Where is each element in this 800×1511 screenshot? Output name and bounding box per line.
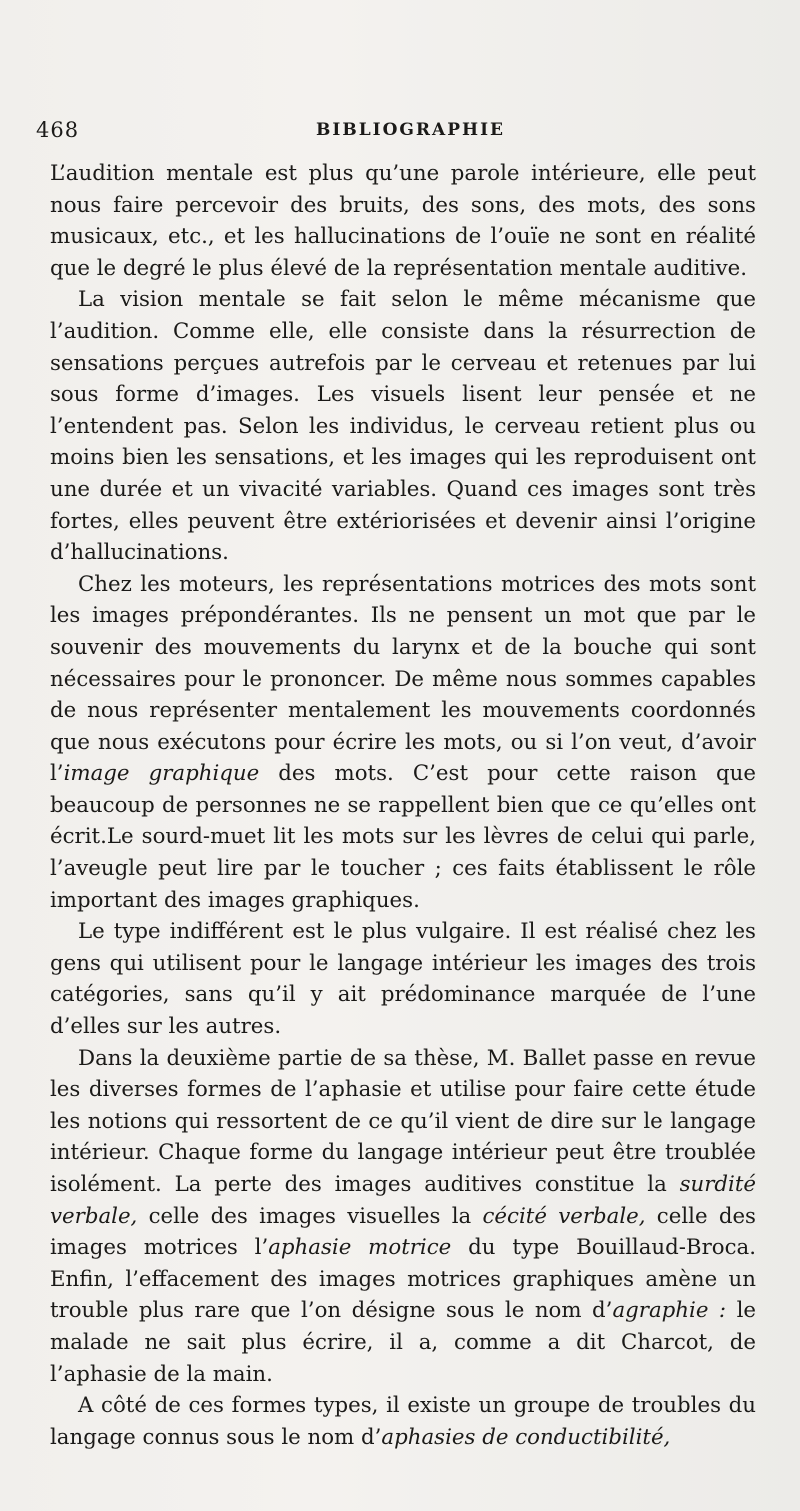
running-title: BIBLIOGRAPHIE <box>316 120 505 140</box>
text-segment: le malade ne sait plus écrire, il a, comme a dit Charcot, de l’aphasie de la main. <box>50 1298 756 1387</box>
italic-term: cécité verbale, <box>482 1203 646 1229</box>
text-segment: Le type indifférent est le plus vulgaire. Il est réalisé chez les gens qui utilisent pour le langage intérieur les images des trois catégories, sans qu’il y ait prédominance marquée de l’une d’elles sur les autres. <box>50 919 756 1040</box>
text-segment: celle des images visuelles la <box>137 1203 483 1229</box>
paragraph <box>50 284 756 568</box>
body-text <box>50 158 756 1453</box>
paragraph <box>50 569 756 917</box>
text-segment: celle des images motrices l’ <box>50 1203 756 1261</box>
paragraph <box>50 1390 756 1453</box>
text-segment: du type Bouillaud-Broca. Enfin, l’effacement des images motrices graphiques amène un trouble plus rare que l’on désigne sous le nom d’ <box>50 1235 756 1324</box>
text-segment: Chez les moteurs, les représentations motrices des mots sont les images prépondérantes. Ils ne pensent un mot que par le souvenir des mouvements du larynx et de la bouche qui sont nécessaires pour le prononcer. De même nous sommes capables de nous représenter mentalement les mouvements coordonnés que nous exécutons pour écrire les mots, ou si l’on veut, d’avoir l’ <box>50 571 756 787</box>
page-number: 468 <box>36 118 80 142</box>
page-header <box>36 118 756 148</box>
italic-term: agraphie : <box>612 1298 727 1324</box>
paragraph <box>50 158 756 284</box>
italic-term: aphasie motrice <box>268 1235 452 1261</box>
italic-term: surdité verbale, <box>50 1172 756 1229</box>
text-segment: des mots. C’est pour cette raison que beaucoup de personnes ne se rappellent bien que ce qu’elles ont écrit.Le sourd-muet lit les mots sur les lèvres de celui qui parle, l’aveugle peut lire par le toucher ; ces faits établissent le rôle important des images graphiques. <box>50 761 756 913</box>
italic-term: image graphique <box>63 761 260 787</box>
paragraph <box>50 1043 756 1391</box>
text-segment: Dans la deuxième partie de sa thèse, M. Ballet passe en revue les diverses formes de l’aphasie et utilise pour faire cette étude les notions qui ressortent de ce qu’il vient de dire sur le langage intérieur. Chaque forme du langage intérieur peut être troublée isolément. La perte des images auditives constitue la <box>50 1045 756 1197</box>
text-segment: La vision mentale se fait selon le même mécanisme que l’audition. Comme elle, elle consiste dans la résurrection de sensations perçues autrefois par le cerveau et retenues par lui sous forme d’images. Les visuels lisent leur pensée et ne l’entendent pas. Selon les individus, le cerveau retient plus ou moins bien les sensations, et les images qui les reproduisent ont une durée et un vivacité variables. Quand ces images sont très fortes, elles peuvent être extériorisées et devenir ainsi l’origine d’hallucinations. <box>50 287 756 566</box>
paragraph <box>50 916 756 1042</box>
italic-term: aphasies de conductibilité, <box>381 1424 671 1450</box>
text-segment: L’audition mentale est plus qu’une parole intérieure, elle peut nous faire percevoir des bruits, des sons, des mots, des sons musicaux, etc., et les hallucinations de l’ouïe ne sont en réalité que le degré le plus élevé de la représentation mentale auditive. <box>50 161 756 281</box>
text-segment: A côté de ces formes types, il existe un groupe de troubles du langage connus sous le nom d’ <box>50 1393 756 1450</box>
